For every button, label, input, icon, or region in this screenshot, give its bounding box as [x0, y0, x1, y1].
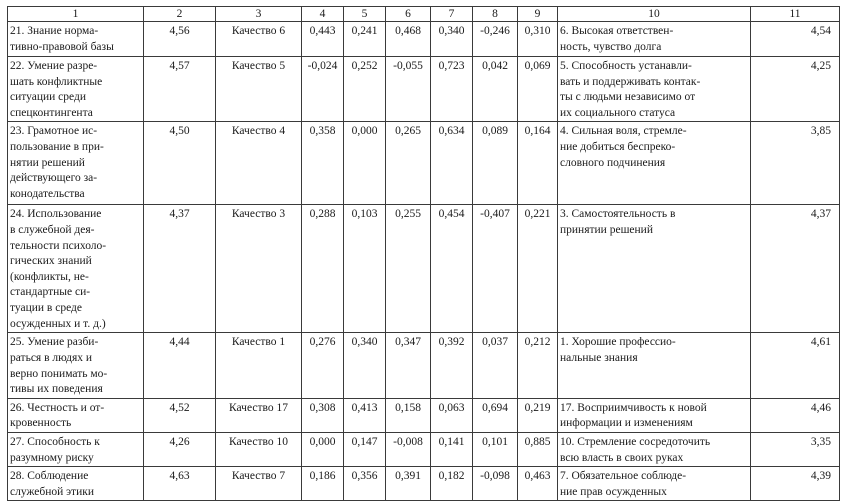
cell-col-4: 0,308 [302, 398, 344, 432]
cell-col-2: 4,52 [144, 398, 216, 432]
table-row [8, 57, 840, 122]
cell-col-6: -0,008 [386, 432, 431, 466]
cell-col-11: 4,61 [751, 333, 840, 398]
cell-line: спецконтингента [10, 106, 93, 119]
cell-col-2: 4,37 [144, 205, 216, 333]
cell-col-11: 4,39 [751, 467, 840, 501]
cell-line: 7. Обязательное соблюде- [560, 470, 687, 483]
data-table [7, 6, 840, 501]
cell-col-8: 0,694 [473, 398, 518, 432]
cell-col-4: 0,288 [302, 205, 344, 333]
cell-line: вать и поддерживать контак- [560, 75, 701, 88]
cell-col-9: 0,463 [518, 467, 558, 501]
header-cell-7: 7 [431, 7, 473, 22]
table-row [8, 467, 840, 501]
cell-col-1 [8, 333, 144, 398]
cell-col-5: 0,103 [344, 205, 386, 333]
cell-col-1 [8, 57, 144, 122]
cell-line: 6. Высокая ответствен- [560, 25, 674, 37]
cell-line: туации в среде [10, 301, 82, 314]
cell-col-6: 0,255 [386, 205, 431, 333]
cell-col-2: 4,44 [144, 333, 216, 398]
cell-line: всю власть в своих руках [560, 451, 684, 464]
cell-line: ние добиться беспреко- [560, 140, 676, 153]
cell-col-1 [8, 398, 144, 432]
table-row [8, 398, 840, 432]
cell-col-8: 0,042 [473, 57, 518, 122]
cell-col-9: 0,219 [518, 398, 558, 432]
cell-col-5: 0,147 [344, 432, 386, 466]
cell-col-8: -0,098 [473, 467, 518, 501]
cell-col-3: Качество 17 [216, 398, 302, 432]
cell-col-8: 0,089 [473, 122, 518, 205]
cell-col-5: 0,413 [344, 398, 386, 432]
cell-col-2: 4,50 [144, 122, 216, 205]
cell-col-8: -0,246 [473, 22, 518, 57]
cell-line: осужденных и т. д.) [10, 317, 106, 330]
cell-col-8: 0,101 [473, 432, 518, 466]
cell-line: тивы их поведения [10, 383, 103, 396]
cell-line: 4. Сильная воля, стремле- [560, 125, 687, 138]
cell-col-10 [558, 122, 751, 205]
cell-line: тивно-правовой базы [10, 40, 114, 53]
header-cell-2: 2 [144, 7, 216, 22]
cell-line: ты с людьми независимо от [560, 91, 696, 104]
cell-col-7: 0,063 [431, 398, 473, 432]
table-row [8, 22, 840, 57]
cell-line: разумному риску [10, 451, 94, 464]
table-row [8, 432, 840, 466]
cell-col-9: 0,221 [518, 205, 558, 333]
cell-line: нятии решений [10, 156, 85, 169]
cell-line: верно понимать мо- [10, 367, 108, 380]
cell-col-6: 0,158 [386, 398, 431, 432]
cell-line: словного подчинения [560, 156, 666, 169]
cell-line: 22. Умение разре- [10, 60, 98, 72]
cell-col-3: Качество 5 [216, 57, 302, 122]
cell-line: их социального статуса [560, 106, 676, 119]
cell-line: стандартные си- [10, 286, 91, 299]
header-cell-8: 8 [473, 7, 518, 22]
cell-col-9: 0,164 [518, 122, 558, 205]
cell-col-10 [558, 432, 751, 466]
cell-col-1 [8, 467, 144, 501]
cell-col-3: Качество 7 [216, 467, 302, 501]
header-row [8, 7, 840, 22]
cell-col-7: 0,141 [431, 432, 473, 466]
cell-col-4: 0,443 [302, 22, 344, 57]
cell-col-4: 0,276 [302, 333, 344, 398]
cell-col-2: 4,63 [144, 467, 216, 501]
cell-col-1 [8, 205, 144, 333]
cell-col-6: 0,468 [386, 22, 431, 57]
cell-col-4: 0,186 [302, 467, 344, 501]
cell-line: гических знаний [10, 255, 92, 268]
table-body [8, 7, 840, 501]
cell-col-9: 0,212 [518, 333, 558, 398]
cell-line: информации и изменениям [560, 417, 693, 430]
header-cell-1: 1 [8, 7, 144, 22]
cell-line: 21. Знание норма- [10, 25, 99, 37]
cell-col-9: 0,310 [518, 22, 558, 57]
cell-col-5: 0,241 [344, 22, 386, 57]
cell-col-2: 4,26 [144, 432, 216, 466]
cell-line: раться в людях и [10, 351, 93, 364]
table-row [8, 122, 840, 205]
cell-col-3: Качество 10 [216, 432, 302, 466]
cell-col-10 [558, 205, 751, 333]
cell-col-11: 4,54 [751, 22, 840, 57]
cell-col-5: 0,356 [344, 467, 386, 501]
cell-col-10 [558, 57, 751, 122]
cell-col-6: 0,265 [386, 122, 431, 205]
cell-col-11: 3,85 [751, 122, 840, 205]
cell-col-7: 0,634 [431, 122, 473, 205]
cell-col-5: 0,252 [344, 57, 386, 122]
cell-line: принятии решений [560, 223, 653, 236]
cell-col-10 [558, 467, 751, 501]
cell-col-7: 0,182 [431, 467, 473, 501]
cell-col-9: 0,885 [518, 432, 558, 466]
cell-line: кровенность [10, 417, 72, 430]
header-cell-3: 3 [216, 7, 302, 22]
cell-line: 1. Хорошие профессио- [560, 336, 676, 349]
header-cell-10: 10 [558, 7, 751, 22]
cell-col-3: Качество 1 [216, 333, 302, 398]
cell-col-6: 0,391 [386, 467, 431, 501]
cell-line: 3. Самостоятельность в [560, 208, 676, 221]
cell-col-3: Качество 3 [216, 205, 302, 333]
cell-line: в служебной дея- [10, 223, 95, 236]
cell-col-2: 4,57 [144, 57, 216, 122]
cell-line: шать конфликтные [10, 75, 103, 88]
header-cell-5: 5 [344, 7, 386, 22]
cell-line: 28. Соблюдение [10, 470, 89, 483]
cell-line: конодательства [10, 187, 85, 200]
cell-line: ситуации среди [10, 91, 86, 104]
table-row [8, 333, 840, 398]
cell-col-9: 0,069 [518, 57, 558, 122]
cell-line: 5. Способность устанавли- [560, 60, 692, 72]
cell-col-11: 4,37 [751, 205, 840, 333]
cell-col-5: 0,000 [344, 122, 386, 205]
cell-col-4: 0,358 [302, 122, 344, 205]
cell-col-8: -0,407 [473, 205, 518, 333]
cell-line: ность, чувство долга [560, 40, 662, 53]
cell-line: 26. Честность и от- [10, 401, 105, 414]
cell-col-1 [8, 122, 144, 205]
cell-line: 27. Способность к [10, 435, 100, 448]
cell-col-11: 4,25 [751, 57, 840, 122]
cell-col-7: 0,392 [431, 333, 473, 398]
cell-line: 24. Использование [10, 208, 102, 221]
header-cell-4: 4 [302, 7, 344, 22]
cell-col-2: 4,56 [144, 22, 216, 57]
header-cell-9: 9 [518, 7, 558, 22]
cell-col-6: -0,055 [386, 57, 431, 122]
cell-line: (конфликты, не- [10, 270, 89, 283]
cell-col-11: 4,46 [751, 398, 840, 432]
table-row [8, 205, 840, 333]
cell-col-10 [558, 398, 751, 432]
cell-col-4: -0,024 [302, 57, 344, 122]
cell-line: 23. Грамотное ис- [10, 125, 98, 138]
cell-line: 10. Стремление сосредоточить [560, 435, 711, 448]
cell-line: служебной этики [10, 485, 94, 498]
cell-col-1 [8, 22, 144, 57]
cell-col-7: 0,723 [431, 57, 473, 122]
cell-line: 17. Восприимчивость к новой [560, 401, 707, 414]
cell-col-5: 0,340 [344, 333, 386, 398]
header-cell-6: 6 [386, 7, 431, 22]
header-cell-11: 11 [751, 7, 840, 22]
cell-line: нальные знания [560, 351, 638, 364]
cell-line: 25. Умение разби- [10, 336, 99, 349]
cell-line: действующего за- [10, 172, 98, 185]
cell-line: ние прав осужденных [560, 485, 667, 498]
cell-col-6: 0,347 [386, 333, 431, 398]
cell-col-7: 0,340 [431, 22, 473, 57]
cell-col-3: Качество 6 [216, 22, 302, 57]
cell-line: пользование в при- [10, 140, 104, 153]
cell-col-7: 0,454 [431, 205, 473, 333]
cell-col-4: 0,000 [302, 432, 344, 466]
cell-col-8: 0,037 [473, 333, 518, 398]
cell-col-10 [558, 333, 751, 398]
cell-col-11: 3,35 [751, 432, 840, 466]
cell-line: тельности психоло- [10, 239, 107, 252]
cell-col-10 [558, 22, 751, 57]
cell-col-1 [8, 432, 144, 466]
cell-col-3: Качество 4 [216, 122, 302, 205]
